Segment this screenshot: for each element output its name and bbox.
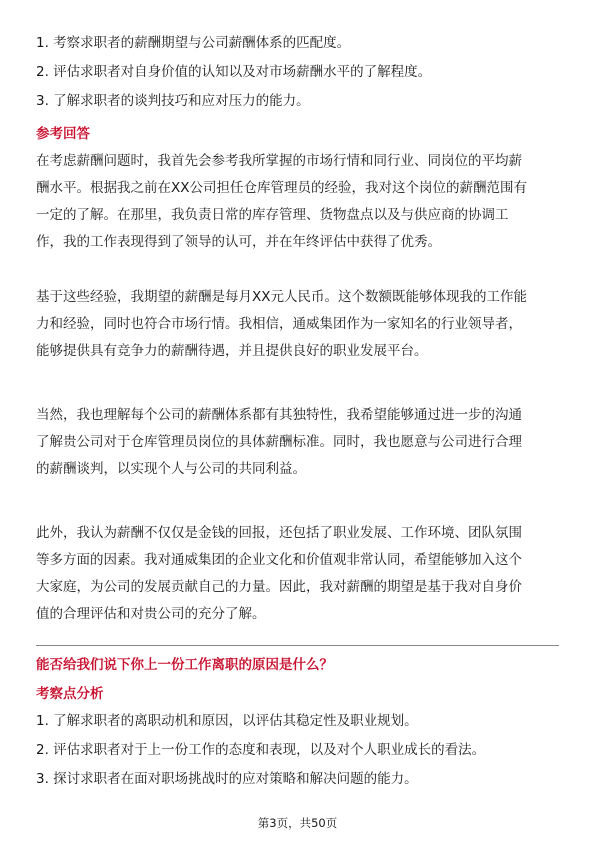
answer-paragraph-4-line-3: 大家庭，为公司的发展贡献自己的力量。因此，我对薪酬的期望是基于我对自身价 bbox=[36, 579, 522, 595]
analysis-point-3: 3. 探讨求职者在面对职场挑战时的应对策略和解决问题的能力。 bbox=[36, 771, 418, 787]
answer-paragraph-1-line-4: 作，我的工作表现得到了领导的认可，并在年终评估中获得了优秀。 bbox=[36, 234, 441, 250]
answer-paragraph-2-line-1: 基于这些经验，我期望的薪酬是每月XX元人民币。这个数额既能够体现我的工作能 bbox=[36, 289, 527, 305]
answer-paragraph-2-line-2: 力和经验，同时也符合市场行情。我相信，通威集团作为一家知名的行业领导者， bbox=[36, 316, 522, 332]
answer-paragraph-1-line-2: 酬水平。根据我之前在XX公司担任仓库管理员的经验，我对这个岗位的薪酬范围有 bbox=[36, 180, 527, 196]
analysis-heading: 考察点分析 bbox=[36, 686, 104, 702]
question-title: 能否给我们说下你上一份工作离职的原因是什么？ bbox=[36, 657, 333, 673]
evaluation-point-2: 2. 评估求职者对自身价值的认知以及对市场薪酬水平的了解程度。 bbox=[36, 64, 432, 80]
answer-paragraph-2-line-3: 能够提供具有竞争力的薪酬待遇，并且提供良好的职业发展平台。 bbox=[36, 343, 428, 359]
answer-paragraph-3-line-2: 了解贵公司对于仓库管理员岗位的具体薪酬标准。同时，我也愿意与公司进行合理 bbox=[36, 434, 522, 450]
analysis-point-2: 2. 评估求职者对于上一份工作的态度和表现，以及对个人职业成长的看法。 bbox=[36, 742, 486, 758]
answer-paragraph-1-line-1: 在考虑薪酬问题时，我首先会参考我所掌握的市场行情和同行业、同岗位的平均薪 bbox=[36, 153, 522, 169]
answer-paragraph-1-line-3: 一定的了解。在那里，我负责日常的库存管理、货物盘点以及与供应商的协调工 bbox=[36, 207, 509, 223]
section-divider bbox=[36, 645, 559, 646]
evaluation-point-1: 1. 考察求职者的薪酬期望与公司薪酬体系的匹配度。 bbox=[36, 35, 351, 51]
answer-heading: 参考回答 bbox=[36, 126, 90, 142]
answer-paragraph-3-line-1: 当然，我也理解每个公司的薪酬体系都有其独特性，我希望能够通过进一步的沟通 bbox=[36, 407, 522, 423]
analysis-point-1: 1. 了解求职者的离职动机和原因，以评估其稳定性及职业规划。 bbox=[36, 713, 418, 729]
answer-paragraph-4-line-2: 等多方面的因素。我对通威集团的企业文化和价值观非常认同，希望能够加入这个 bbox=[36, 552, 522, 568]
answer-paragraph-4-line-4: 值的合理评估和对贵公司的充分了解。 bbox=[36, 606, 266, 622]
answer-paragraph-3-line-3: 的薪酬谈判，以实现个人与公司的共同利益。 bbox=[36, 461, 306, 477]
page-number: 第3页，共50页 bbox=[257, 816, 338, 830]
evaluation-point-3: 3. 了解求职者的谈判技巧和应对压力的能力。 bbox=[36, 93, 310, 109]
answer-paragraph-4-line-1: 此外，我认为薪酬不仅仅是金钱的回报，还包括了职业发展、工作环境、团队氛围 bbox=[36, 525, 522, 541]
